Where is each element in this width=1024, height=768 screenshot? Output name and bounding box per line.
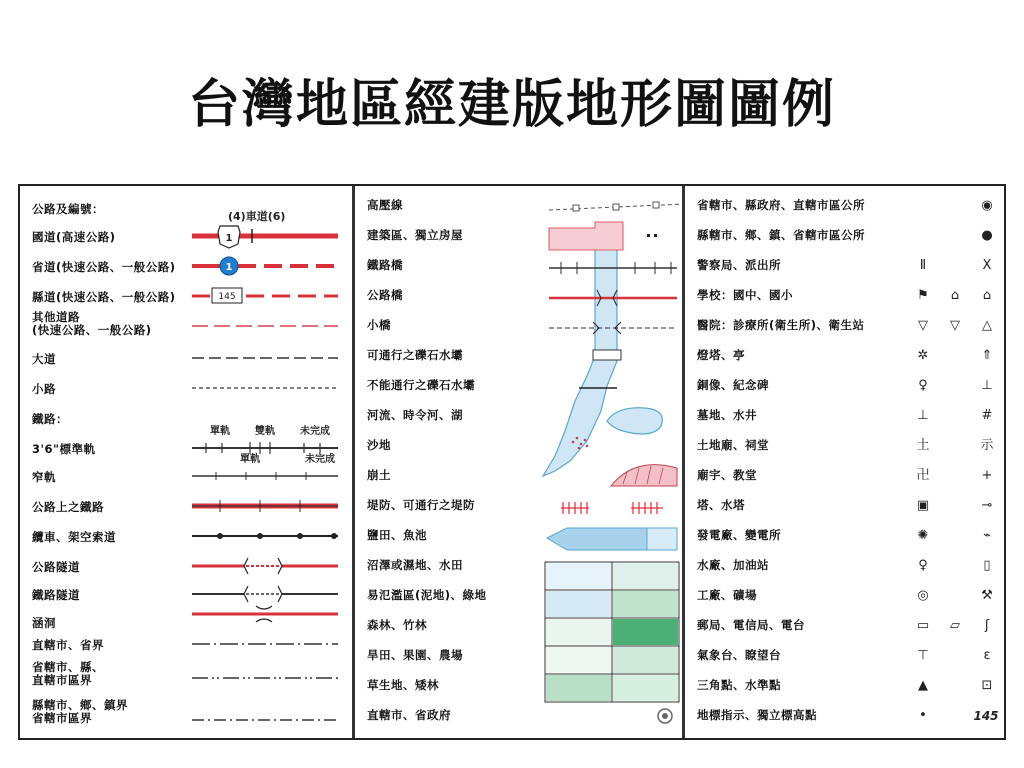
radio-station-icon: ʃ	[984, 618, 990, 633]
gas-station-icon: ▯	[983, 558, 991, 573]
legend-row-narrow-rail	[20, 464, 352, 494]
temple-icon: 卍	[916, 468, 930, 483]
factory-icon: ◎	[917, 588, 929, 603]
benchmark-icon: ⊡	[981, 678, 993, 693]
row-label: 銅像、紀念碑	[697, 378, 769, 392]
junior-high-icon: ⌂	[950, 288, 960, 303]
legend-row-municipal-government	[355, 702, 682, 732]
row-label: 氣象台、瞭望台	[697, 648, 781, 662]
elementary-school-icon: ⌂	[982, 288, 992, 303]
row-label: 草生地、矮林	[367, 678, 439, 692]
health-station-icon: △	[982, 318, 992, 333]
legend-row-weather-station	[685, 642, 1006, 672]
row-label: 纜車、架空索道	[32, 530, 116, 544]
row-label: 鐵路橋	[367, 258, 403, 272]
legend-row-triangulation	[685, 672, 1006, 702]
row-label: 沼澤或濕地、水田	[367, 558, 463, 572]
legend-row-national-highway	[20, 224, 352, 254]
legend-row-railway	[20, 406, 352, 436]
svg-text:單軌: 單軌	[240, 454, 260, 465]
tower-icon: ▣	[916, 498, 930, 513]
row-label: 河流、時令河、湖	[367, 408, 463, 422]
row-label: 醫院：診療所(衛生所)、衛生站	[697, 318, 865, 332]
row-label: 墓地、水井	[697, 408, 757, 422]
row-label: 鐵路隧道	[32, 588, 80, 602]
watchtower-icon: ɛ	[983, 648, 991, 663]
row-label: 省道(快速公路、一般公路)	[32, 260, 176, 274]
row-label: 公路及編號：	[32, 202, 104, 216]
legend-row-road-bridge	[355, 282, 682, 312]
statue-icon: ♀	[918, 378, 928, 393]
slide-title: 台灣地區經建版地形圖圖例	[187, 74, 836, 135]
svg-text:雙軌: 雙軌	[255, 426, 275, 437]
school-flag-icon: ⚑	[917, 288, 929, 303]
row-label: 縣道(快速公路、一般公路)	[32, 290, 176, 304]
legend-row-county-government	[685, 192, 1006, 222]
row-label: 縣轄市、鄉、鎮界 省轄市區界	[32, 698, 128, 725]
row-label: 高壓線	[367, 198, 403, 212]
legend-row-power-plant	[685, 522, 1006, 552]
legend-row-landmark	[685, 702, 1006, 732]
legend-row-township-office	[685, 222, 1006, 252]
legend-row-township-boundary	[20, 698, 352, 728]
row-label: 崩土	[367, 468, 391, 482]
legend-row-temple	[685, 462, 1006, 492]
legend-row-built-up	[355, 222, 682, 252]
row-label: 郵局、電信局、電台	[697, 618, 805, 632]
water-plant-icon: ♀	[918, 558, 928, 573]
legend-row-other-road	[20, 310, 352, 340]
row-label: 易氾濫區(泥地)、綠地	[367, 588, 487, 602]
legend-row-post-office	[685, 612, 1006, 642]
lighthouse-icon: ✲	[917, 348, 929, 363]
legend-row-dry-field	[355, 642, 682, 672]
row-label: 公路橋	[367, 288, 403, 302]
legend-row-marsh	[355, 552, 682, 582]
triangulation-point-icon: ▲	[918, 678, 928, 693]
legend-row-rail-bridge	[355, 252, 682, 282]
legend-column-roads	[20, 186, 352, 738]
svg-text:1: 1	[225, 233, 233, 244]
legend-row-tower	[685, 492, 1006, 522]
spot-height-label: 145	[973, 709, 999, 723]
legend-row-cable-car	[20, 524, 352, 554]
row-label: 3'6"標準軌	[32, 442, 96, 456]
svg-text:未完成: 未完成	[300, 426, 330, 437]
post-office-icon: ▭	[916, 618, 930, 633]
legend-row-salt-pan	[355, 522, 682, 552]
row-label: 三角點、水準點	[697, 678, 781, 692]
legend-row-impassable-dam	[355, 372, 682, 402]
earth-god-temple-icon: 土	[916, 438, 930, 453]
row-label: 公路隧道	[32, 560, 80, 574]
legend-row-earth-god-temple	[685, 432, 1006, 462]
row-label: 鹽田、魚池	[367, 528, 427, 542]
row-label: 其他道路 (快速公路、一般公路)	[32, 310, 152, 337]
row-label: 塔、水塔	[697, 498, 745, 512]
row-label: 可通行之礫石水壩	[367, 348, 463, 362]
county-government-icon: ◉	[981, 198, 993, 213]
row-label: 沙地	[367, 438, 391, 452]
row-label: 直轄市、省政府	[367, 708, 451, 722]
legend-row-footpath	[20, 376, 352, 406]
legend-row-sand	[355, 432, 682, 462]
row-label: 不能通行之礫石水壩	[367, 378, 475, 392]
church-icon: +	[981, 468, 993, 483]
legend-row-cemetery	[685, 402, 1006, 432]
legend-row-police	[685, 252, 1006, 282]
legend-row-power-line	[355, 192, 682, 222]
row-label: 縣轄市、鄉、鎮、省轄市區公所	[697, 228, 865, 242]
row-label: 學校：國中、國小	[697, 288, 793, 302]
row-label: 省轄市、縣、 直轄市區界	[32, 660, 104, 687]
legend-row-passable-dam	[355, 342, 682, 372]
landmark-dot-icon: •	[919, 708, 927, 723]
row-label: 直轄市、省界	[32, 638, 104, 652]
legend-row-mudflat	[355, 582, 682, 612]
row-label: 發電廠、變電所	[697, 528, 781, 542]
row-label: 旱田、果園、農場	[367, 648, 463, 662]
lanes-note: (4)車道(6)	[228, 210, 286, 223]
legend-row-rail-on-road	[20, 494, 352, 524]
legend-row-provincial-road	[20, 254, 352, 284]
row-label: 窄軌	[32, 470, 56, 484]
row-label: 鐵路：	[32, 412, 68, 426]
row-label: 涵洞	[32, 616, 56, 630]
legend-column-point-symbols	[682, 186, 1006, 738]
legend-row-main-track	[20, 346, 352, 376]
power-plant-icon: ✺	[917, 528, 929, 543]
legend-row-small-bridge	[355, 312, 682, 342]
weather-station-icon: ⊤	[917, 648, 929, 663]
row-label: 大道	[32, 352, 56, 366]
row-label: 堤防、可通行之堤防	[367, 498, 475, 512]
row-label: 警察局、派出所	[697, 258, 781, 272]
row-label: 燈塔、亭	[697, 348, 745, 362]
legend-row-road-tunnel	[20, 554, 352, 584]
svg-text:1: 1	[225, 262, 233, 273]
row-label: 廟宇、教堂	[697, 468, 757, 482]
row-label: 土地廟、祠堂	[697, 438, 769, 452]
water-tower-icon: ⊸	[981, 498, 993, 513]
row-label: 地標指示、獨立標高點	[697, 708, 817, 722]
svg-text:145: 145	[218, 292, 236, 302]
ancestral-hall-icon: 示	[980, 438, 994, 453]
legend-column-features	[352, 186, 682, 738]
legend-row-rail-tunnel	[20, 582, 352, 612]
row-label: 小橋	[367, 318, 391, 332]
legend-row-standard-rail	[20, 436, 352, 466]
hospital-icon: ▽	[918, 318, 928, 333]
police-post-icon: Ⅹ	[982, 258, 992, 273]
well-icon: #	[981, 408, 993, 423]
pavilion-icon: ⇑	[981, 348, 993, 363]
legend-row-roads	[20, 196, 352, 226]
legend-row-lighthouse	[685, 342, 1006, 372]
legend-row-statue	[685, 372, 1006, 402]
legend-row-province-boundary	[20, 632, 352, 662]
police-station-icon: Ⅱ	[919, 258, 927, 273]
telecom-office-icon: ▱	[950, 618, 960, 633]
clinic-icon: ▽	[950, 318, 960, 333]
legend-row-dike	[355, 492, 682, 522]
row-label: 森林、竹林	[367, 618, 427, 632]
mine-icon: ⚒	[981, 588, 993, 603]
legend-row-forest	[355, 612, 682, 642]
svg-text:未完成: 未完成	[305, 454, 335, 465]
legend-row-river	[355, 402, 682, 432]
legend-row-water-plant	[685, 552, 1006, 582]
legend-row-school	[685, 282, 1006, 312]
row-label: 公路上之鐵路	[32, 500, 104, 514]
row-label: 省轄市、縣政府、直轄市區公所	[697, 198, 865, 212]
township-office-icon: ●	[981, 228, 993, 243]
legend-row-factory	[685, 582, 1006, 612]
substation-icon: ⌁	[983, 528, 991, 543]
row-label: 工廠、礦場	[697, 588, 757, 602]
legend-row-grassland	[355, 672, 682, 702]
cemetery-icon: ⊥	[917, 408, 929, 423]
svg-text:單軌: 單軌	[210, 426, 230, 437]
legend-row-county-boundary	[20, 660, 352, 690]
monument-icon: ⊥	[981, 378, 993, 393]
row-label: 小路	[32, 382, 56, 396]
legend-row-hospital	[685, 312, 1006, 342]
row-label: 建築區、獨立房屋	[367, 228, 463, 242]
legend-panel	[18, 184, 1006, 740]
row-label: 國道(高速公路)	[32, 230, 116, 244]
legend-row-landslide	[355, 462, 682, 492]
row-label: 水廠、加油站	[697, 558, 769, 572]
